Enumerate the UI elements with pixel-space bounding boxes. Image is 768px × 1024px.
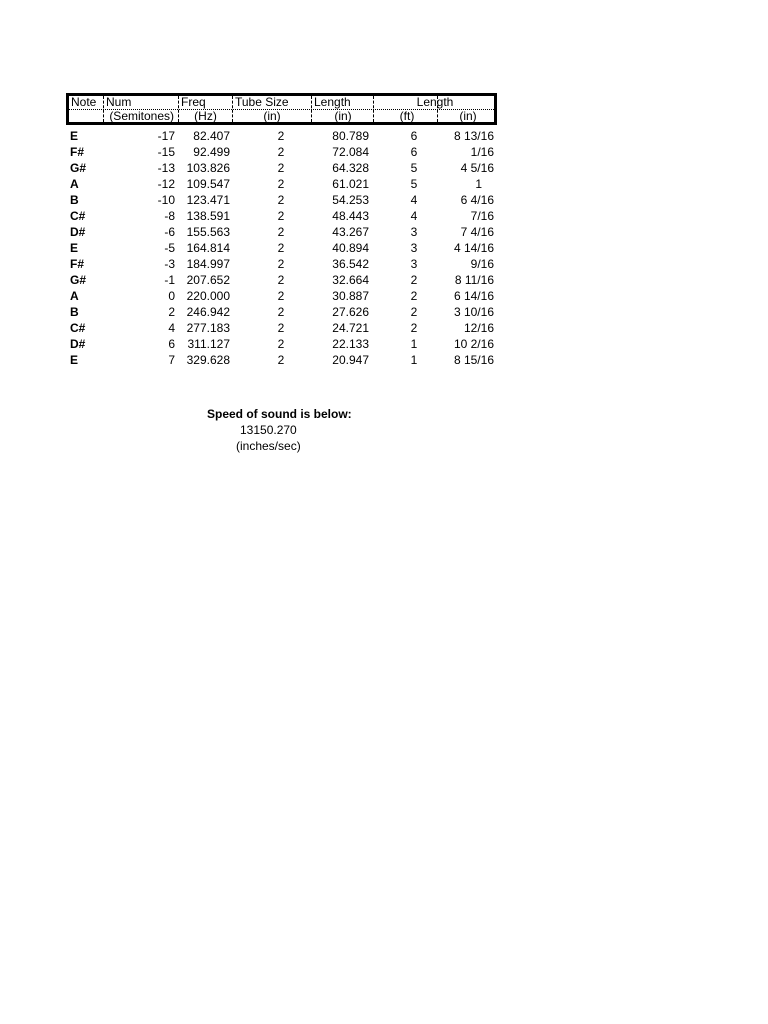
header-column-divider: [311, 96, 312, 122]
length-in-fraction-cell: 8 11/16: [454, 273, 494, 287]
tube-size-cell: 2: [277, 305, 285, 319]
tube-size-cell: 2: [277, 209, 285, 223]
length-in-fraction-cell: 4 14/16: [453, 241, 494, 255]
tube-size-cell: 2: [277, 257, 285, 271]
semitones-cell: -12: [157, 177, 175, 191]
tube-size-cell: 2: [277, 225, 285, 239]
note-cell: C#: [70, 209, 86, 223]
note-cell: C#: [70, 321, 86, 335]
header-note: Note: [71, 95, 97, 109]
semitones-cell: -5: [164, 241, 175, 255]
header-column-divider: [232, 96, 233, 122]
tube-size-cell: 2: [277, 161, 285, 175]
semitones-cell: -8: [164, 209, 175, 223]
header-semitones: (Semitones): [109, 109, 174, 123]
length-ft-cell: 3: [410, 225, 418, 239]
header-length-in: Length: [314, 95, 351, 109]
header-column-divider: [103, 96, 104, 122]
semitones-cell: -6: [164, 225, 175, 239]
note-cell: B: [70, 193, 79, 207]
length-ft-cell: 6: [410, 145, 418, 159]
semitones-cell: -13: [157, 161, 175, 175]
length-in-cell: 27.626: [332, 305, 369, 319]
semitones-cell: 0: [168, 289, 175, 303]
speed-of-sound-value: 13150.270: [240, 423, 297, 437]
length-in-cell: 54.253: [332, 193, 369, 207]
length-in-fraction-cell: 7/16: [470, 209, 494, 223]
length-ft-cell: 2: [410, 321, 418, 335]
note-cell: E: [70, 241, 79, 255]
tube-size-cell: 2: [277, 193, 285, 207]
table-row: [0, 272, 768, 288]
length-in-fraction-cell: 12/16: [463, 321, 494, 335]
freq-cell: 207.652: [186, 273, 230, 287]
table-row: [0, 320, 768, 336]
speed-of-sound-title: Speed of sound is below:: [207, 407, 352, 421]
table-row: [0, 304, 768, 320]
freq-cell: 109.547: [186, 177, 230, 191]
header-column-divider: [373, 96, 374, 122]
semitones-cell: 7: [168, 353, 175, 367]
note-cell: A: [70, 177, 79, 191]
semitones-cell: -3: [164, 257, 175, 271]
tube-size-cell: 2: [277, 145, 285, 159]
freq-cell: 184.997: [186, 257, 230, 271]
semitones-cell: -1: [164, 273, 175, 287]
table-row: [0, 240, 768, 256]
freq-cell: 164.814: [186, 241, 230, 255]
length-ft-cell: 4: [410, 209, 418, 223]
note-cell: F#: [70, 145, 85, 159]
tube-size-cell: 2: [277, 129, 285, 143]
length-in-fraction-cell: 8 15/16: [453, 353, 494, 367]
freq-cell: 329.628: [186, 353, 230, 367]
freq-cell: 103.826: [186, 161, 230, 175]
header-length-ft-in: Length: [416, 95, 454, 109]
semitones-cell: 6: [168, 337, 175, 351]
table-row: [0, 160, 768, 176]
header-ft: (ft): [399, 109, 415, 123]
note-cell: D#: [70, 337, 86, 351]
header-tube-size: Tube Size: [235, 95, 289, 109]
header-tube-in: (in): [263, 109, 281, 123]
length-in-fraction-cell: 7 4/16: [460, 225, 494, 239]
length-ft-cell: 4: [410, 193, 418, 207]
length-ft-cell: 2: [410, 273, 418, 287]
table-row: [0, 352, 768, 368]
length-ft-cell: 5: [410, 177, 418, 191]
note-cell: G#: [70, 161, 87, 175]
table-header: [66, 93, 497, 125]
length-ft-cell: 2: [410, 289, 418, 303]
length-in-cell: 48.443: [332, 209, 369, 223]
length-ft-cell: 6: [410, 129, 418, 143]
semitones-cell: -10: [157, 193, 175, 207]
length-in-cell: 36.542: [332, 257, 369, 271]
length-ft-cell: 2: [410, 305, 418, 319]
length-in-fraction-cell: 3 10/16: [453, 305, 494, 319]
length-in-fraction-cell: 4 5/16: [460, 161, 494, 175]
header-column-divider: [178, 96, 179, 122]
tube-size-cell: 2: [277, 337, 285, 351]
length-in-cell: 43.267: [332, 225, 369, 239]
table-row: [0, 224, 768, 240]
tube-size-cell: 2: [277, 321, 285, 335]
semitones-cell: -15: [157, 145, 175, 159]
freq-cell: 82.407: [193, 129, 230, 143]
length-in-cell: 32.664: [332, 273, 369, 287]
length-in-cell: 64.328: [332, 161, 369, 175]
table-row: [0, 128, 768, 144]
length-in-fraction-cell: 10 2/16: [453, 337, 494, 351]
header-in: (in): [459, 109, 477, 123]
length-in-cell: 22.133: [332, 337, 369, 351]
length-in-cell: 24.721: [332, 321, 369, 335]
length-in-cell: 72.084: [332, 145, 369, 159]
semitones-cell: -17: [157, 129, 175, 143]
note-cell: D#: [70, 225, 86, 239]
header-length-unit-in: (in): [334, 109, 352, 123]
freq-cell: 311.127: [187, 337, 230, 351]
table-row: [0, 144, 768, 160]
length-in-cell: 20.947: [332, 353, 369, 367]
freq-cell: 246.942: [186, 305, 230, 319]
table-row: [0, 192, 768, 208]
freq-cell: 155.563: [186, 225, 230, 239]
table-row: [0, 336, 768, 352]
header-row-1: [69, 96, 494, 109]
tube-size-cell: 2: [277, 353, 285, 367]
note-cell: F#: [70, 257, 85, 271]
header-column-divider: [437, 96, 438, 122]
length-ft-cell: 1: [410, 337, 418, 351]
length-in-cell: 30.887: [332, 289, 369, 303]
length-in-fraction-cell: 6 4/16: [460, 193, 494, 207]
tube-size-cell: 2: [277, 177, 285, 191]
note-cell: A: [70, 289, 79, 303]
header-row-2: [69, 110, 494, 123]
freq-cell: 138.591: [186, 209, 230, 223]
length-ft-cell: 3: [410, 241, 418, 255]
freq-cell: 220.000: [186, 289, 230, 303]
header-hz: (Hz): [194, 109, 217, 123]
length-in-fraction-cell: 8 13/16: [453, 129, 494, 143]
header-num: Num: [106, 95, 132, 109]
tube-size-cell: 2: [277, 289, 285, 303]
table-row: [0, 288, 768, 304]
length-in-fraction-cell: 1: [475, 177, 482, 191]
note-cell: G#: [70, 273, 87, 287]
length-ft-cell: 5: [410, 161, 418, 175]
semitones-cell: 4: [168, 321, 175, 335]
table-row: [0, 176, 768, 192]
table-row: [0, 256, 768, 272]
semitones-cell: 2: [168, 305, 175, 319]
note-cell: E: [70, 129, 79, 143]
length-ft-cell: 3: [410, 257, 418, 271]
tube-size-cell: 2: [277, 273, 285, 287]
header-freq: Freq: [181, 95, 206, 109]
note-cell: B: [70, 305, 79, 319]
freq-cell: 277.183: [186, 321, 230, 335]
tube-size-cell: 2: [277, 241, 285, 255]
length-ft-cell: 1: [410, 353, 418, 367]
freq-cell: 92.499: [193, 145, 230, 159]
length-in-fraction-cell: 6 14/16: [453, 289, 494, 303]
table-row: [0, 208, 768, 224]
length-in-fraction-cell: 1/16: [470, 145, 494, 159]
length-in-cell: 80.789: [332, 129, 369, 143]
length-in-cell: 61.021: [332, 177, 369, 191]
freq-cell: 123.471: [186, 193, 230, 207]
speed-of-sound-unit: (inches/sec): [236, 439, 301, 453]
length-in-cell: 40.894: [332, 241, 369, 255]
note-cell: E: [70, 353, 79, 367]
length-in-fraction-cell: 9/16: [470, 257, 494, 271]
